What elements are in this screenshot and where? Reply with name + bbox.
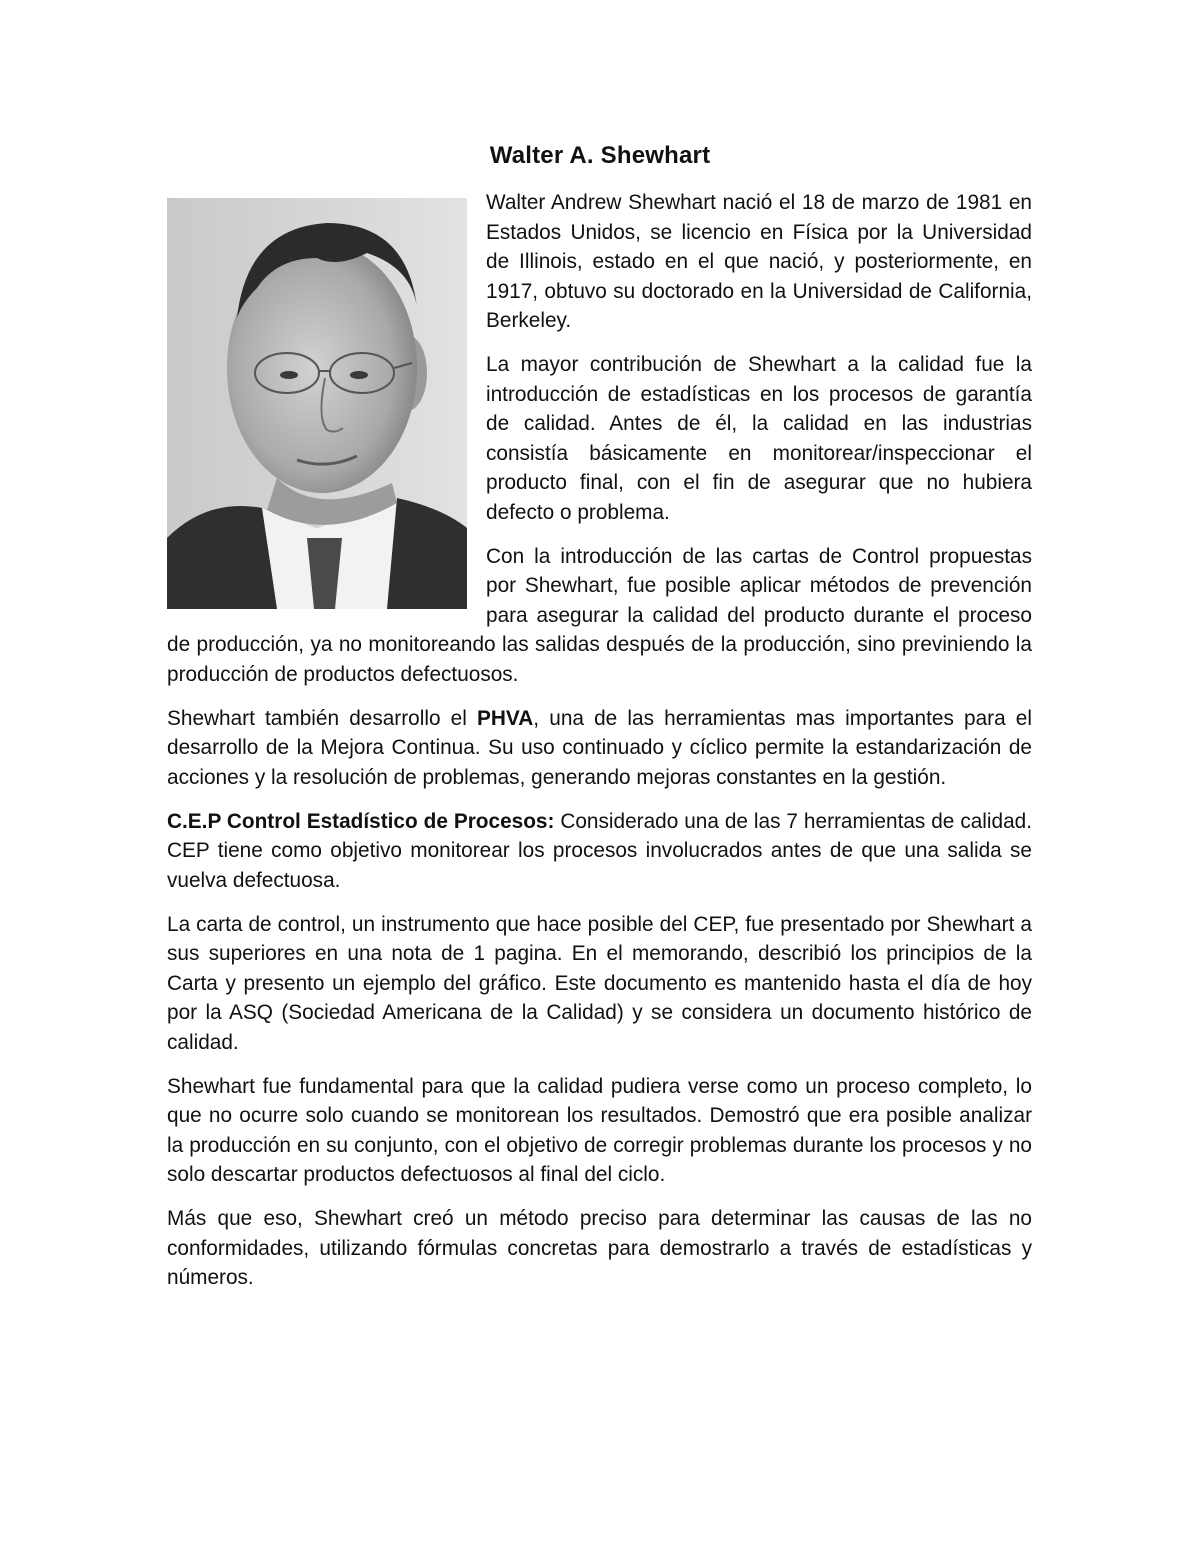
phva-pre: Shewhart también desarrollo el: [167, 706, 478, 730]
cep-bold: C.E.P Control Estadístico de Procesos:: [167, 809, 555, 833]
paragraph-cep: [167, 807, 1032, 896]
paragraph-birth: Walter Andrew Shewhart nació el 18 de marzo de 1981 en Estados Unidos, se licencio en Física por la Universidad de Illinois, estado en el que nació, y posteriormente, en 1917, obtuvo su doctorado en la Universidad de California, Berkeley.: [486, 191, 1032, 332]
paragraph-phva: [167, 704, 1032, 793]
body-text: [167, 188, 1032, 1307]
phva-bold: PHVA: [477, 706, 534, 730]
cep-post: Considerado una de las 7 herramientas de calidad. CEP tiene como objetivo monitorear los procesos involucrados antes de que una salida se vuelva defectuosa.: [167, 809, 1032, 892]
portrait-photo: [167, 198, 467, 609]
paragraph-memo: La carta de control, un instrumento que hace posible del CEP, fue presentado por Shewhart a sus superiores en una nota de 1 pagina. En el memorando, describió los principios de la Carta y presento un ejemplo del gráfico. Este documento es mantenido hasta el día de hoy por la ASQ (Sociedad Americana de la Calidad) y se considera un documento histórico de calidad.: [167, 912, 1032, 1054]
paragraph-process: Shewhart fue fundamental para que la calidad pudiera verse como un proceso completo, lo que no ocurre solo cuando se monitorean los resultados. Demostró que era posible analizar la producción en su conjunto, con el objetivo de corregir problemas durante los procesos y no solo descartar productos defectuosos al final del ciclo.: [167, 1074, 1032, 1186]
page-title: Walter A. Shewhart: [489, 142, 711, 169]
paragraph-contribution: La mayor contribución de Shewhart a la calidad fue la introducción de estadísticas en los procesos de garantía de calidad. Antes de él, la calidad en las industrias consistía básicamente en monitorear/inspeccionar el producto final, con el fin de asegurar que no hubiera defecto o problema.: [486, 353, 1032, 524]
paragraph-control-charts: Con la introducción de las cartas de Control propuestas por Shewhart, fue posible aplicar métodos de prevención para asegurar la calidad del producto durante el proceso de producción, ya no monitoreando las salidas después de la producción, sino previniendo la producción de productos defectuosos.: [167, 544, 1032, 686]
paragraph-method: Más que eso, Shewhart creó un método preciso para determinar las causas de las no conformidades, utilizando fórmulas concretas para demostrarlo a través de estadísticas y números.: [167, 1207, 1032, 1289]
phva-post: , una de las herramientas mas importantes para el desarrollo de la Mejora Continua. Su uso continuado y cíclico permite la estandarización de acciones y la resolución de problemas, generando mejoras constantes en la gestión.: [167, 706, 1032, 789]
portrait-image: [167, 198, 467, 609]
